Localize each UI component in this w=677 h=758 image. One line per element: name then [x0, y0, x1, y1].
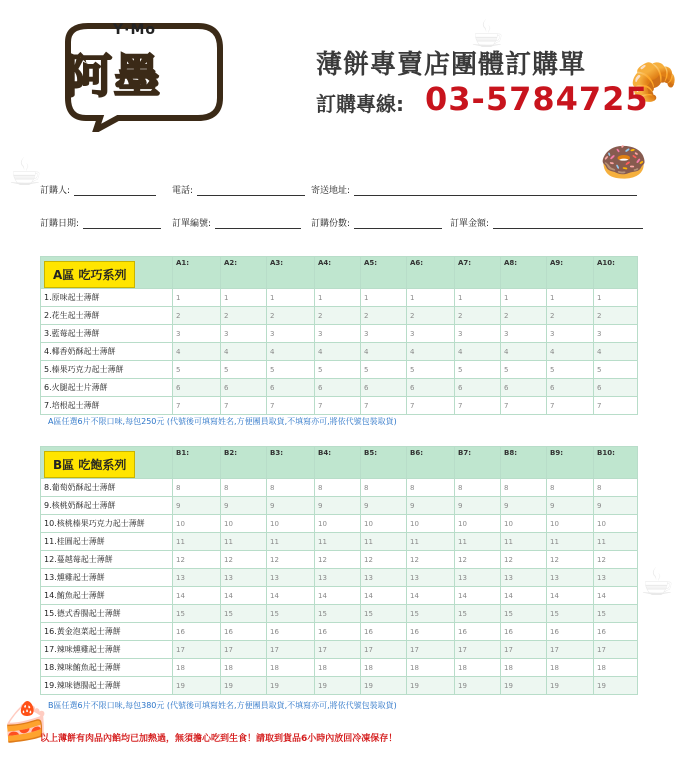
quantity-cell[interactable]: 10: [267, 515, 315, 533]
orderer-label: 訂購人:: [40, 186, 71, 196]
column-header: B2:: [221, 447, 267, 479]
product-name: 15.德式香腸起士薄餅: [41, 605, 173, 623]
quantity-cell[interactable]: 12: [407, 551, 455, 569]
quantity-cell[interactable]: 6: [267, 379, 315, 397]
product-name: 11.桂圓起士薄餅: [41, 533, 173, 551]
quantity-cell[interactable]: 17: [173, 641, 221, 659]
quantity-cell[interactable]: 7: [594, 397, 638, 415]
address-label: 寄送地址:: [311, 186, 351, 196]
hotline-number: 03-5784725: [425, 80, 649, 118]
quantity-cell[interactable]: 17: [267, 641, 315, 659]
table-row: [41, 497, 638, 515]
product-name: 8.葡萄奶酥起士薄餅: [41, 479, 173, 497]
quantity-cell[interactable]: 12: [594, 551, 638, 569]
quantity-cell[interactable]: 13: [407, 569, 455, 587]
copies-field[interactable]: [311, 216, 442, 229]
quantity-cell[interactable]: 8: [221, 479, 267, 497]
quantity-cell[interactable]: 8: [547, 479, 594, 497]
date-field[interactable]: [40, 216, 161, 229]
quantity-cell[interactable]: 3: [267, 325, 315, 343]
table-row: [41, 605, 638, 623]
table-row: [41, 479, 638, 497]
quantity-cell[interactable]: 18: [501, 659, 547, 677]
column-header: A3:: [267, 257, 315, 289]
product-name: 2.花生起士薄餅: [41, 307, 173, 325]
page-title: 薄餅專賣店團體訂購單: [316, 50, 587, 80]
quantity-cell[interactable]: 4: [315, 343, 361, 361]
quantity-cell[interactable]: 13: [547, 569, 594, 587]
quantity-cell[interactable]: 18: [547, 659, 594, 677]
table-row: [41, 587, 638, 605]
quantity-cell[interactable]: 10: [173, 515, 221, 533]
quantity-cell[interactable]: 16: [267, 623, 315, 641]
quantity-cell[interactable]: 3: [594, 325, 638, 343]
quantity-cell[interactable]: 4: [267, 343, 315, 361]
product-name: 10.核桃榛果巧克力起士薄餅: [41, 515, 173, 533]
quantity-cell[interactable]: 2: [547, 307, 594, 325]
quantity-cell[interactable]: 1: [221, 289, 267, 307]
background-doodle: 🍰: [2, 700, 50, 744]
quantity-cell[interactable]: 14: [407, 587, 455, 605]
quantity-cell[interactable]: 4: [594, 343, 638, 361]
quantity-cell[interactable]: 7: [315, 397, 361, 415]
quantity-cell[interactable]: 2: [173, 307, 221, 325]
column-header: A5:: [361, 257, 407, 289]
quantity-cell[interactable]: 6: [455, 379, 501, 397]
table-row: [41, 623, 638, 641]
background-doodle: 🍩: [600, 140, 648, 184]
quantity-cell[interactable]: 1: [547, 289, 594, 307]
product-name: 1.原味起士薄餅: [41, 289, 173, 307]
table-row: [41, 361, 638, 379]
quantity-cell[interactable]: 15: [221, 605, 267, 623]
quantity-cell[interactable]: 7: [547, 397, 594, 415]
quantity-cell[interactable]: 4: [547, 343, 594, 361]
quantity-cell[interactable]: 7: [361, 397, 407, 415]
quantity-cell[interactable]: 19: [173, 677, 221, 695]
quantity-cell[interactable]: 12: [173, 551, 221, 569]
column-header: B8:: [501, 447, 547, 479]
column-header: A6:: [407, 257, 455, 289]
quantity-cell[interactable]: 8: [173, 479, 221, 497]
quantity-cell[interactable]: 15: [315, 605, 361, 623]
quantity-cell[interactable]: 7: [221, 397, 267, 415]
quantity-cell[interactable]: 17: [594, 641, 638, 659]
quantity-cell[interactable]: 6: [315, 379, 361, 397]
quantity-cell[interactable]: 11: [361, 533, 407, 551]
quantity-cell[interactable]: 11: [315, 533, 361, 551]
table-row: [41, 289, 638, 307]
quantity-cell[interactable]: 14: [361, 587, 407, 605]
column-header: A7:: [455, 257, 501, 289]
quantity-cell[interactable]: 13: [173, 569, 221, 587]
quantity-cell[interactable]: 16: [547, 623, 594, 641]
quantity-cell[interactable]: 8: [455, 479, 501, 497]
order-number-label: 訂單編號:: [172, 219, 212, 229]
quantity-cell[interactable]: 16: [315, 623, 361, 641]
quantity-cell[interactable]: 15: [361, 605, 407, 623]
amount-label: 訂單金額:: [450, 219, 490, 229]
quantity-cell[interactable]: 8: [594, 479, 638, 497]
quantity-cell[interactable]: 9: [547, 497, 594, 515]
quantity-cell[interactable]: 4: [455, 343, 501, 361]
quantity-cell[interactable]: 6: [173, 379, 221, 397]
phone-label: 電話:: [172, 186, 194, 196]
quantity-cell[interactable]: 11: [594, 533, 638, 551]
background-doodle: ☕: [8, 150, 43, 194]
copies-label: 訂購份數:: [311, 219, 351, 229]
quantity-cell[interactable]: 2: [407, 307, 455, 325]
quantity-cell[interactable]: 12: [361, 551, 407, 569]
column-header: B9:: [547, 447, 594, 479]
table-row: [41, 325, 638, 343]
quantity-cell[interactable]: 11: [455, 533, 501, 551]
background-doodle: 🥐: [630, 60, 677, 104]
quantity-cell[interactable]: 19: [594, 677, 638, 695]
quantity-cell[interactable]: 10: [221, 515, 267, 533]
quantity-cell[interactable]: 14: [594, 587, 638, 605]
quantity-cell[interactable]: 17: [501, 641, 547, 659]
quantity-cell[interactable]: 6: [547, 379, 594, 397]
quantity-cell[interactable]: 17: [407, 641, 455, 659]
column-header: A2:: [221, 257, 267, 289]
quantity-cell[interactable]: 3: [173, 325, 221, 343]
quantity-cell[interactable]: 16: [221, 623, 267, 641]
quantity-cell[interactable]: 4: [173, 343, 221, 361]
quantity-cell[interactable]: 12: [547, 551, 594, 569]
section-b-note: B區任選6片不限口味,每包380元 (代號後可填寫姓名,方便團員取貨,不填寫亦可,將依代號包裝取貨): [48, 701, 397, 710]
quantity-cell[interactable]: 5: [361, 361, 407, 379]
quantity-cell[interactable]: 18: [315, 659, 361, 677]
table-row: [41, 379, 638, 397]
column-header: B10:: [594, 447, 638, 479]
quantity-cell[interactable]: 2: [455, 307, 501, 325]
quantity-cell[interactable]: 13: [501, 569, 547, 587]
product-name: 19.辣味德腸起士薄餅: [41, 677, 173, 695]
product-name: 4.椰香奶酥起士薄餅: [41, 343, 173, 361]
quantity-cell[interactable]: 17: [547, 641, 594, 659]
quantity-cell[interactable]: 19: [315, 677, 361, 695]
quantity-cell[interactable]: 9: [173, 497, 221, 515]
quantity-cell[interactable]: 16: [455, 623, 501, 641]
quantity-cell[interactable]: 19: [547, 677, 594, 695]
quantity-cell[interactable]: 12: [267, 551, 315, 569]
column-header: A8:: [501, 257, 547, 289]
quantity-cell[interactable]: 5: [173, 361, 221, 379]
quantity-cell[interactable]: 8: [501, 479, 547, 497]
product-name: 6.火腿起士片薄餅: [41, 379, 173, 397]
quantity-cell[interactable]: 12: [455, 551, 501, 569]
quantity-cell[interactable]: 10: [501, 515, 547, 533]
quantity-cell[interactable]: 4: [407, 343, 455, 361]
quantity-cell[interactable]: 19: [501, 677, 547, 695]
column-header: B3:: [267, 447, 315, 479]
column-header: A10:: [594, 257, 638, 289]
quantity-cell[interactable]: 6: [407, 379, 455, 397]
quantity-cell[interactable]: 9: [455, 497, 501, 515]
product-name: 5.榛果巧克力起士薄餅: [41, 361, 173, 379]
quantity-cell[interactable]: 1: [315, 289, 361, 307]
quantity-cell[interactable]: 3: [407, 325, 455, 343]
quantity-cell[interactable]: 11: [407, 533, 455, 551]
quantity-cell[interactable]: 1: [267, 289, 315, 307]
product-name: 16.黃金泡菜起士薄餅: [41, 623, 173, 641]
date-label: 訂購日期:: [40, 219, 80, 229]
quantity-cell[interactable]: 19: [407, 677, 455, 695]
quantity-cell[interactable]: 5: [455, 361, 501, 379]
quantity-cell[interactable]: 16: [501, 623, 547, 641]
quantity-cell[interactable]: 19: [221, 677, 267, 695]
section-a-header-cell: [41, 257, 173, 289]
quantity-cell[interactable]: 4: [221, 343, 267, 361]
quantity-cell[interactable]: 8: [315, 479, 361, 497]
quantity-cell[interactable]: 16: [407, 623, 455, 641]
quantity-cell[interactable]: 9: [594, 497, 638, 515]
quantity-cell[interactable]: 19: [455, 677, 501, 695]
quantity-cell[interactable]: 15: [267, 605, 315, 623]
quantity-cell[interactable]: 5: [315, 361, 361, 379]
table-row: [41, 343, 638, 361]
quantity-cell[interactable]: 10: [455, 515, 501, 533]
quantity-cell[interactable]: 14: [315, 587, 361, 605]
column-header: B1:: [173, 447, 221, 479]
quantity-cell[interactable]: 12: [221, 551, 267, 569]
table-row: [41, 677, 638, 695]
quantity-cell[interactable]: 4: [361, 343, 407, 361]
quantity-cell[interactable]: 5: [501, 361, 547, 379]
quantity-cell[interactable]: 1: [594, 289, 638, 307]
background-doodle: ☕: [470, 12, 505, 56]
quantity-cell[interactable]: 16: [594, 623, 638, 641]
hotline-label: 訂購專線:: [316, 92, 404, 116]
quantity-cell[interactable]: 1: [361, 289, 407, 307]
column-header: A1:: [173, 257, 221, 289]
quantity-cell[interactable]: 2: [501, 307, 547, 325]
quantity-cell[interactable]: 10: [315, 515, 361, 533]
quantity-cell[interactable]: 18: [407, 659, 455, 677]
quantity-cell[interactable]: 14: [221, 587, 267, 605]
column-header: B4:: [315, 447, 361, 479]
quantity-cell[interactable]: 15: [501, 605, 547, 623]
quantity-cell[interactable]: 17: [455, 641, 501, 659]
product-name: 14.鮪魚起士薄餅: [41, 587, 173, 605]
quantity-cell[interactable]: 18: [267, 659, 315, 677]
product-name: 3.藍莓起士薄餅: [41, 325, 173, 343]
quantity-cell[interactable]: 12: [315, 551, 361, 569]
quantity-cell[interactable]: 16: [173, 623, 221, 641]
quantity-cell[interactable]: 1: [455, 289, 501, 307]
quantity-cell[interactable]: 3: [501, 325, 547, 343]
quantity-cell[interactable]: 2: [267, 307, 315, 325]
quantity-cell[interactable]: 2: [361, 307, 407, 325]
quantity-cell[interactable]: 1: [407, 289, 455, 307]
product-name: 7.培根起士薄餅: [41, 397, 173, 415]
quantity-cell[interactable]: 7: [173, 397, 221, 415]
table-row: [41, 659, 638, 677]
table-row: [41, 533, 638, 551]
quantity-cell[interactable]: 3: [315, 325, 361, 343]
quantity-cell[interactable]: 15: [547, 605, 594, 623]
quantity-cell[interactable]: 9: [267, 497, 315, 515]
quantity-cell[interactable]: 1: [501, 289, 547, 307]
section-b-title: B區 吃飽系列: [44, 451, 135, 478]
quantity-cell[interactable]: 9: [361, 497, 407, 515]
quantity-cell[interactable]: 14: [173, 587, 221, 605]
quantity-cell[interactable]: 2: [315, 307, 361, 325]
quantity-cell[interactable]: 10: [407, 515, 455, 533]
logo-chinese: 阿墨: [66, 49, 162, 103]
quantity-cell[interactable]: 17: [315, 641, 361, 659]
column-header: A4:: [315, 257, 361, 289]
quantity-cell[interactable]: 5: [547, 361, 594, 379]
product-name: 17.辣味燻雞起士薄餅: [41, 641, 173, 659]
section-a-title: A區 吃巧系列: [44, 261, 135, 288]
column-header: B5:: [361, 447, 407, 479]
logo-english: Y·Mo: [113, 22, 157, 38]
quantity-cell[interactable]: 5: [267, 361, 315, 379]
quantity-cell[interactable]: 11: [501, 533, 547, 551]
quantity-cell[interactable]: 18: [594, 659, 638, 677]
quantity-cell[interactable]: 6: [361, 379, 407, 397]
quantity-cell[interactable]: 10: [547, 515, 594, 533]
quantity-cell[interactable]: 6: [501, 379, 547, 397]
quantity-cell[interactable]: 11: [547, 533, 594, 551]
quantity-cell[interactable]: 18: [221, 659, 267, 677]
order-number-field[interactable]: [172, 216, 301, 229]
quantity-cell[interactable]: 9: [407, 497, 455, 515]
section-a-note: A區任選6片不限口味,每包250元 (代號後可填寫姓名,方便團員取貨,不填寫亦可,將依代號包裝取貨): [48, 417, 397, 426]
quantity-cell[interactable]: 19: [361, 677, 407, 695]
quantity-cell[interactable]: 3: [455, 325, 501, 343]
quantity-cell[interactable]: 13: [455, 569, 501, 587]
table-row: [41, 569, 638, 587]
product-name: 13.燻雞起士薄餅: [41, 569, 173, 587]
quantity-cell[interactable]: 5: [221, 361, 267, 379]
quantity-cell[interactable]: 18: [455, 659, 501, 677]
amount-field[interactable]: [450, 216, 643, 229]
quantity-cell[interactable]: 7: [407, 397, 455, 415]
table-row: [41, 515, 638, 533]
table-row: [41, 551, 638, 569]
quantity-cell[interactable]: 11: [173, 533, 221, 551]
quantity-cell[interactable]: 9: [221, 497, 267, 515]
section-b-table: [40, 446, 638, 695]
quantity-cell[interactable]: 2: [221, 307, 267, 325]
quantity-cell[interactable]: 7: [455, 397, 501, 415]
column-header: B7:: [455, 447, 501, 479]
quantity-cell[interactable]: 4: [501, 343, 547, 361]
product-name: 9.核桃奶酥起士薄餅: [41, 497, 173, 515]
background-doodle: ☕: [640, 560, 675, 604]
quantity-cell[interactable]: 5: [594, 361, 638, 379]
quantity-cell[interactable]: 17: [361, 641, 407, 659]
quantity-cell[interactable]: 7: [267, 397, 315, 415]
quantity-cell[interactable]: 13: [221, 569, 267, 587]
quantity-cell[interactable]: 18: [173, 659, 221, 677]
quantity-cell[interactable]: 10: [594, 515, 638, 533]
quantity-cell[interactable]: 12: [501, 551, 547, 569]
storage-warning: 以上薄餅有肉品內餡均已加熱過，無須擔心吃到生食！請取到貨品6小時內放回冷凍保存！: [40, 734, 398, 744]
quantity-cell[interactable]: 14: [455, 587, 501, 605]
column-header: A9:: [547, 257, 594, 289]
quantity-cell[interactable]: 14: [267, 587, 315, 605]
quantity-cell[interactable]: 1: [173, 289, 221, 307]
quantity-cell[interactable]: 15: [407, 605, 455, 623]
quantity-cell[interactable]: 11: [267, 533, 315, 551]
quantity-cell[interactable]: 17: [221, 641, 267, 659]
quantity-cell[interactable]: 6: [221, 379, 267, 397]
quantity-cell[interactable]: 18: [361, 659, 407, 677]
quantity-cell[interactable]: 3: [221, 325, 267, 343]
phone-field[interactable]: [172, 183, 305, 196]
quantity-cell[interactable]: 8: [407, 479, 455, 497]
quantity-cell[interactable]: 15: [173, 605, 221, 623]
quantity-cell[interactable]: 13: [315, 569, 361, 587]
quantity-cell[interactable]: 15: [455, 605, 501, 623]
section-b-header-cell: [41, 447, 173, 479]
table-row: [41, 397, 638, 415]
quantity-cell[interactable]: 14: [547, 587, 594, 605]
quantity-cell[interactable]: 16: [361, 623, 407, 641]
table-row: [41, 307, 638, 325]
product-name: 18.辣味鮪魚起士薄餅: [41, 659, 173, 677]
quantity-cell[interactable]: 14: [501, 587, 547, 605]
column-header: B6:: [407, 447, 455, 479]
quantity-cell[interactable]: 6: [594, 379, 638, 397]
quantity-cell[interactable]: 3: [547, 325, 594, 343]
quantity-cell[interactable]: 19: [267, 677, 315, 695]
product-name: 12.蔓越莓起士薄餅: [41, 551, 173, 569]
quantity-cell[interactable]: 8: [361, 479, 407, 497]
quantity-cell[interactable]: 8: [267, 479, 315, 497]
orderer-field[interactable]: [40, 183, 156, 196]
quantity-cell[interactable]: 9: [315, 497, 361, 515]
quantity-cell[interactable]: 11: [221, 533, 267, 551]
quantity-cell[interactable]: 7: [501, 397, 547, 415]
quantity-cell[interactable]: 5: [407, 361, 455, 379]
table-row: [41, 641, 638, 659]
section-a-table: [40, 256, 638, 415]
address-field[interactable]: [311, 183, 637, 196]
quantity-cell[interactable]: 15: [594, 605, 638, 623]
quantity-cell[interactable]: 13: [361, 569, 407, 587]
quantity-cell[interactable]: 2: [594, 307, 638, 325]
quantity-cell[interactable]: 9: [501, 497, 547, 515]
quantity-cell[interactable]: 10: [361, 515, 407, 533]
quantity-cell[interactable]: 13: [594, 569, 638, 587]
quantity-cell[interactable]: 13: [267, 569, 315, 587]
quantity-cell[interactable]: 3: [361, 325, 407, 343]
